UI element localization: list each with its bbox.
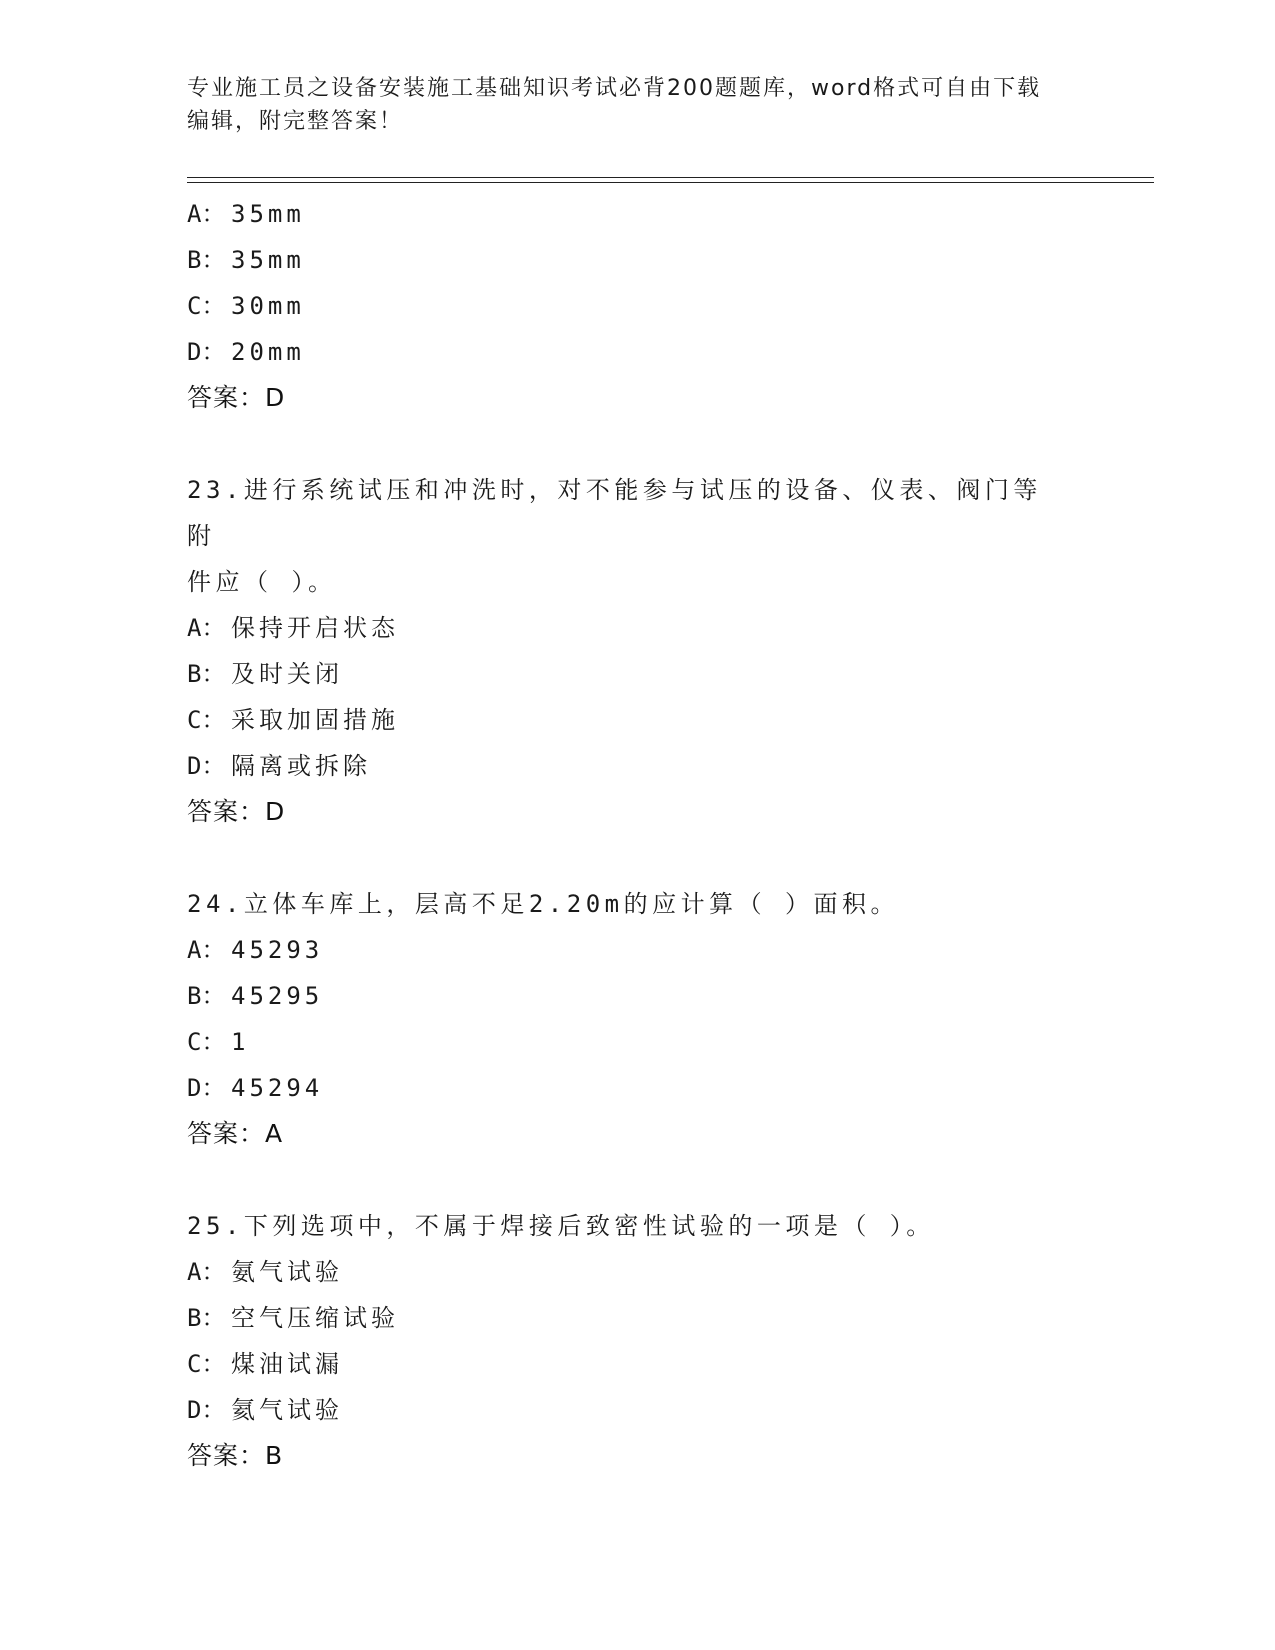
option-prefix: C： — [187, 1028, 226, 1056]
option-prefix: B： — [187, 982, 226, 1010]
option-text: 及时关闭 — [231, 660, 343, 688]
option-text: 空气压缩试验 — [231, 1304, 399, 1332]
question-number: 25. — [187, 1212, 244, 1240]
option-text: 氨气试验 — [231, 1258, 343, 1286]
question-block-24 — [187, 881, 1087, 1157]
option-a — [187, 927, 1087, 973]
option-text: 45295 — [231, 982, 324, 1010]
document-header — [187, 72, 1087, 138]
option-prefix: C： — [187, 706, 226, 734]
option-prefix: B： — [187, 660, 226, 688]
option-text: 隔离或拆除 — [231, 752, 371, 780]
option-text: 1 — [231, 1028, 250, 1056]
answer-line: 答案：D — [187, 797, 286, 826]
option-a — [187, 605, 1087, 651]
question-text-line-1: 进行系统试压和冲洗时，对不能参与试压的设备、仪表、阀门等附 — [187, 476, 1042, 550]
option-c — [187, 697, 1087, 743]
option-a — [187, 1249, 1087, 1295]
question-text-line-1: 立体车库上，层高不足2.20m的应计算（ ）面积。 — [243, 890, 900, 918]
option-text: 煤油试漏 — [231, 1350, 343, 1378]
question-block-23 — [187, 467, 1087, 835]
option-text: 35mm — [231, 200, 305, 228]
option-prefix: B： — [187, 1304, 226, 1332]
option-text: 氦气试验 — [231, 1396, 343, 1424]
option-b — [187, 1295, 1087, 1341]
header-divider-bottom — [187, 182, 1154, 183]
option-d — [187, 743, 1087, 789]
option-b — [187, 973, 1087, 1019]
option-prefix: D： — [187, 1074, 226, 1102]
header-title-line-1: 专业施工员之设备安装施工基础知识考试必背200题题库，word格式可自由下载 — [187, 76, 1042, 101]
answer-line: 答案：B — [187, 1441, 284, 1470]
option-prefix: B： — [187, 246, 226, 274]
option-prefix: A： — [187, 936, 226, 964]
question-text-line-2: 件应（ ）。 — [187, 568, 337, 596]
question-text — [187, 467, 1067, 605]
option-text: 30mm — [231, 292, 305, 320]
option-text: 保持开启状态 — [231, 614, 399, 642]
option-c — [187, 283, 1087, 329]
answer-line: 答案：D — [187, 383, 286, 412]
option-a — [187, 191, 1087, 237]
option-prefix: C： — [187, 292, 226, 320]
option-d — [187, 329, 1087, 375]
question-text — [187, 1203, 1067, 1249]
option-text: 45294 — [231, 1074, 324, 1102]
question-text-line-1: 下列选项中，不属于焊接后致密性试验的一项是（ ）。 — [243, 1212, 935, 1240]
option-b — [187, 651, 1087, 697]
option-prefix: C： — [187, 1350, 226, 1378]
header-title-line-2: 编辑，附完整答案！ — [187, 109, 404, 134]
answer-line: 答案：A — [187, 1119, 284, 1148]
option-prefix: A： — [187, 200, 226, 228]
option-b — [187, 237, 1087, 283]
question-number: 24. — [187, 890, 244, 918]
option-c — [187, 1019, 1087, 1065]
option-text: 20mm — [231, 338, 305, 366]
option-prefix: D： — [187, 752, 226, 780]
header-divider-top — [187, 177, 1154, 178]
option-prefix: A： — [187, 1258, 226, 1286]
option-c — [187, 1341, 1087, 1387]
option-d — [187, 1065, 1087, 1111]
question-number: 23. — [187, 476, 244, 504]
option-d — [187, 1387, 1087, 1433]
question-block-25 — [187, 1203, 1087, 1479]
question-text — [187, 881, 1067, 927]
option-prefix: D： — [187, 338, 226, 366]
question-list — [187, 191, 1087, 1479]
option-text: 35mm — [231, 246, 305, 274]
question-block-22 — [187, 191, 1087, 421]
option-prefix: D： — [187, 1396, 226, 1424]
option-text: 采取加固措施 — [231, 706, 399, 734]
option-text: 45293 — [231, 936, 324, 964]
option-prefix: A： — [187, 614, 226, 642]
